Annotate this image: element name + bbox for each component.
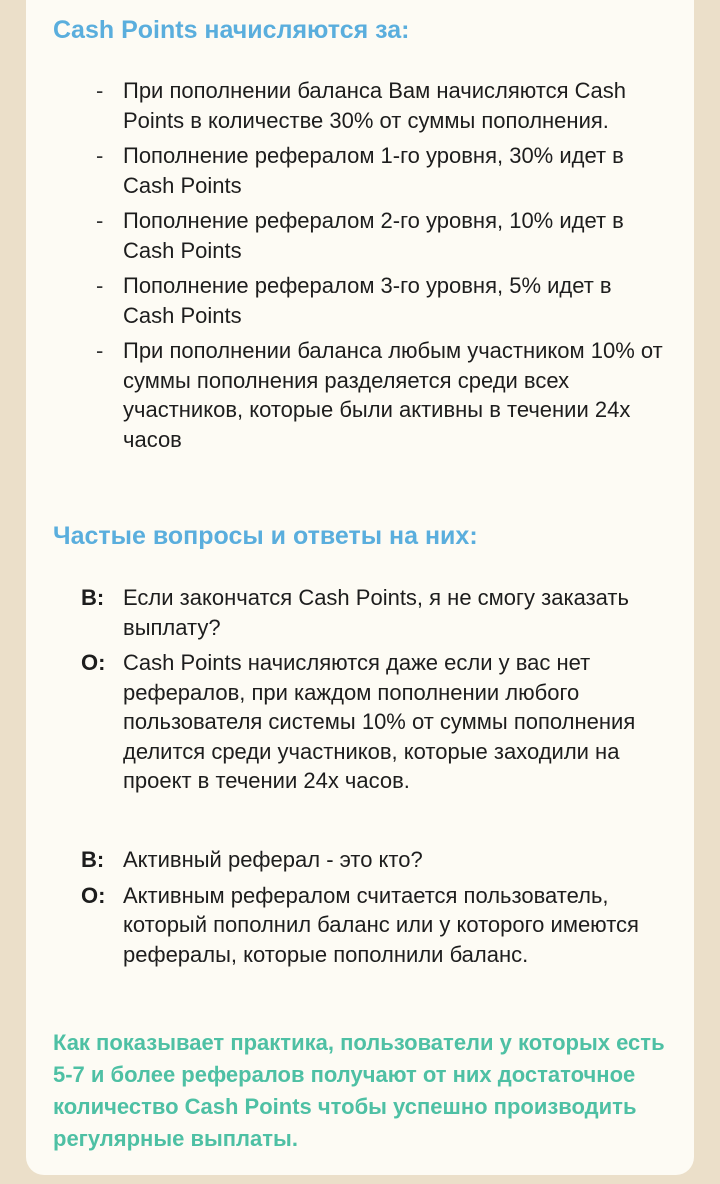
bullet-dash: - (96, 273, 104, 298)
question-label: В: (81, 585, 105, 610)
faq-section-title: Частые вопросы и ответы на них: (53, 522, 478, 550)
faq-question (81, 845, 671, 875)
list-item-text: Пополнение рефералом 1-го уровня, 30% идет в Cash Points (123, 143, 624, 198)
faq-pair (81, 845, 671, 975)
answer-text: Cash Points начисляются даже если у вас нет рефералов, при каждом пополнении любого пользователя системы 10% от суммы пополнения делится среди участников, которые заходили на проект в течении 24х часов. (123, 650, 636, 793)
bullet-dash: - (96, 208, 104, 233)
question-label: В: (81, 847, 105, 872)
list-item (96, 206, 666, 265)
list-item-text: Пополнение рефералом 3-го уровня, 5% идет в Cash Points (123, 273, 612, 328)
answer-label: О: (81, 882, 106, 908)
faq-question (81, 583, 671, 642)
list-item (96, 141, 666, 200)
faq-pair (81, 583, 671, 802)
list-item-text: Пополнение рефералом 2-го уровня, 10% идет в Cash Points (123, 208, 624, 263)
answer-label: О: (81, 650, 106, 675)
bullet-dash: - (96, 78, 104, 103)
accrual-list (96, 76, 666, 460)
answer-text: Активным рефералом считается пользователь, который пополнил баланс или у которого имеются рефералы, которые пополнили баланс. (123, 882, 639, 967)
list-item (96, 76, 666, 135)
question-text: Если закончатся Cash Points, я не смогу заказать выплату? (123, 585, 629, 640)
bullet-dash: - (96, 338, 104, 363)
accrual-section-title: Cash Points начисляются за: (53, 16, 410, 44)
list-item-text: При пополнении баланса любым участником 10% от суммы пополнения разделяется среди всех участников, которые были активны в течении 24х часов (123, 338, 663, 452)
list-item (96, 271, 666, 330)
list-item-text: При пополнении баланса Вам начисляются Cash Points в количестве 30% от суммы пополнения. (123, 78, 627, 133)
bullet-dash: - (96, 143, 104, 168)
list-item (96, 336, 666, 454)
question-text: Активный реферал - это кто? (123, 847, 423, 872)
practice-note: Как показывает практика, пользователи у которых есть 5-7 и более рефералов получают от них достаточное количество Cash Points чтобы успешно производить регулярные выплаты. (53, 1030, 665, 1151)
faq-answer (81, 881, 671, 970)
faq-answer (81, 648, 671, 796)
